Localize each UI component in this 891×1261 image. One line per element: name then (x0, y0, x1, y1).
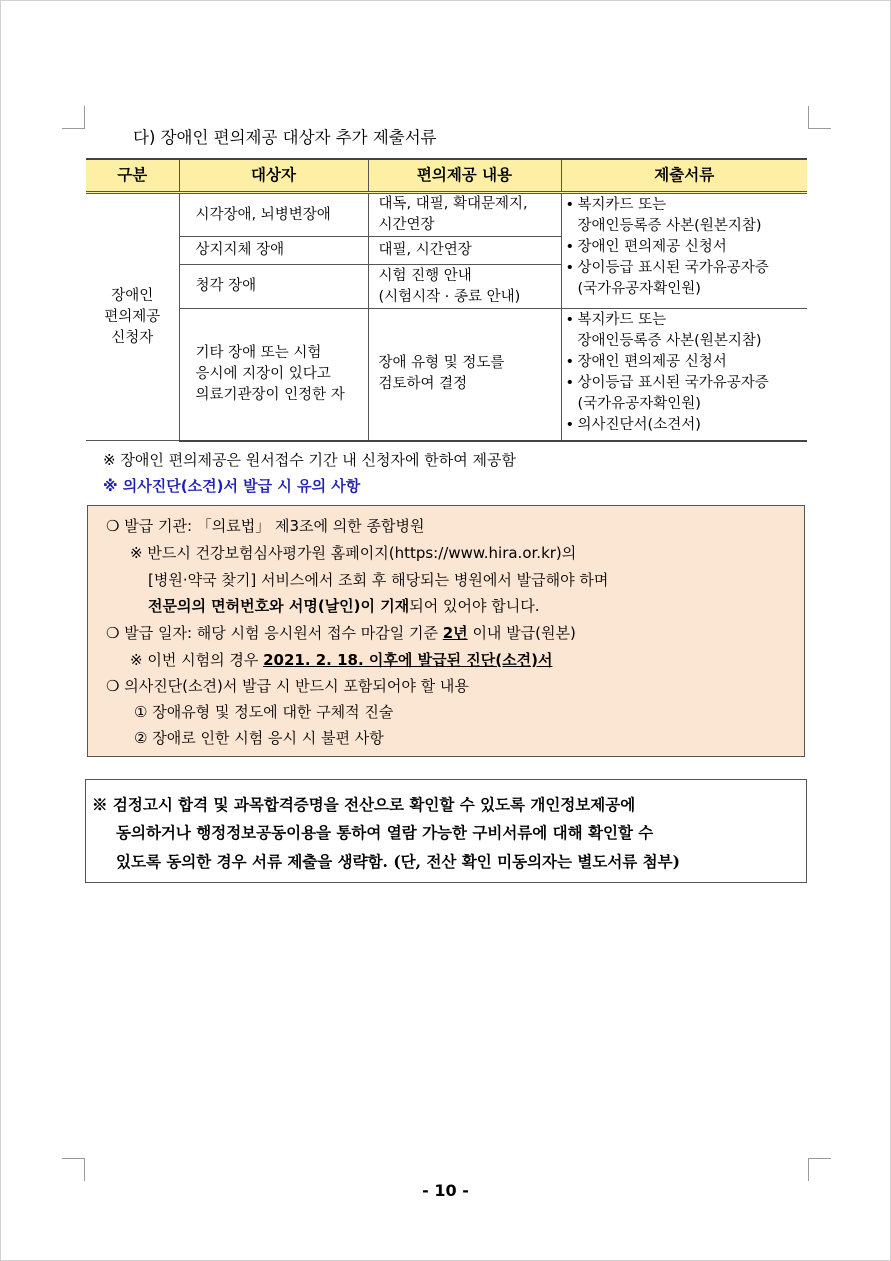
crop-mark (808, 106, 831, 129)
documents-cell (561, 309, 807, 441)
list-item: • 의사진단서(소견서) (564, 415, 806, 436)
target-cell: 기타 장애 또는 시험 응시에 지장이 있다고 의료기관장이 인정한 자 (179, 309, 368, 441)
note-application-period: ※ 장애인 편의제공은 원서접수 기간 내 신청자에 한하여 제공함 (103, 451, 516, 469)
content-cell: 대필, 시간연장 (368, 237, 561, 265)
documents-cell (561, 193, 807, 309)
content-cell: 장애 유형 및 정도를 검토하여 결정 (368, 309, 561, 441)
diagnosis-notice-box (87, 505, 805, 757)
notice-contents: ❍ 의사진단(소견)서 발급 시 반드시 포함되어야 할 내용 (106, 677, 469, 695)
header-target: 대상자 (179, 159, 368, 193)
target-cell: 시각장애, 뇌병변장애 (179, 193, 368, 237)
crop-mark (62, 1158, 85, 1181)
notice-issuer: ❍ 발급 기관: 「의료법」 제3조에 의한 종합병원 (106, 517, 425, 535)
note-diagnosis-heading: ※ 의사진단(소견)서 발급 시 유의 사항 (103, 477, 361, 495)
content-cell: 대독, 대필, 확대문제지, 시간연장 (368, 193, 561, 237)
list-item: • 장애인 편의제공 신청서 (564, 352, 806, 373)
applicant-group-cell: 장애인 편의제공 신청자 (86, 193, 179, 441)
header-content: 편의제공 내용 (368, 159, 561, 193)
content-cell: 시험 진행 안내 (시험시작 · 종료 안내) (368, 265, 561, 309)
notice-hira: ※ 반드시 건강보험심사평가원 홈페이지(https://www.hira.or.kr)의 (130, 544, 577, 562)
list-item: • 장애인 편의제공 신청서 (564, 237, 806, 258)
header-category: 구분 (86, 159, 179, 193)
table-header-row (86, 159, 807, 193)
page-number: - 10 - (422, 1181, 469, 1200)
table-row (86, 309, 807, 441)
consent-line-2: 동의하거나 행정정보공동이용을 통하여 열람 가능한 구비서류에 대해 확인할 수 (116, 823, 654, 842)
notice-this-exam: ※ 이번 시험의 경우 2021. 2. 18. 이후에 발급된 진단(소견)서 (130, 651, 553, 669)
target-cell: 청각 장애 (179, 265, 368, 309)
consent-line-3: 있도록 동의한 경우 서류 제출을 생략함. (단, 전산 확인 미동의자는 별도서류 첨부) (116, 852, 680, 871)
notice-item-2: ② 장애로 인한 시험 응시 시 불편 사항 (134, 729, 384, 747)
target-cell: 상지지체 장애 (179, 237, 368, 265)
requirements-table (86, 158, 807, 442)
list-item: • 상이등급 표시된 국가유공자증 (국가유공자확인원) (564, 258, 806, 300)
list-item: • 복지카드 또는 장애인등록증 사본(원본지참) (564, 195, 806, 237)
crop-mark (808, 1158, 831, 1181)
notice-license: 전문의의 면허번호와 서명(날인)이 기재되어 있어야 합니다. (148, 597, 540, 615)
header-documents: 제출서류 (561, 159, 807, 193)
crop-mark (62, 106, 85, 129)
consent-line-1: ※ 검정고시 합격 및 과목합격증명을 전산으로 확인할 수 있도록 개인정보제공에 (92, 795, 636, 814)
consent-notice-box (85, 779, 807, 883)
list-item: • 복지카드 또는 장애인등록증 사본(원본지참) (564, 310, 806, 352)
list-item: • 상이등급 표시된 국가유공자증 (국가유공자확인원) (564, 373, 806, 415)
table-row (86, 193, 807, 237)
notice-search: [병원·약국 찾기] 서비스에서 조회 후 해당되는 병원에서 발급해야 하며 (148, 571, 609, 589)
notice-item-1: ① 장애유형 및 정도에 대한 구체적 진술 (134, 703, 394, 721)
notice-issue-date: ❍ 발급 일자: 해당 시험 응시원서 접수 마감일 기준 2년 이내 발급(원본) (106, 624, 576, 642)
section-title: 다) 장애인 편의제공 대상자 추가 제출서류 (133, 128, 437, 147)
